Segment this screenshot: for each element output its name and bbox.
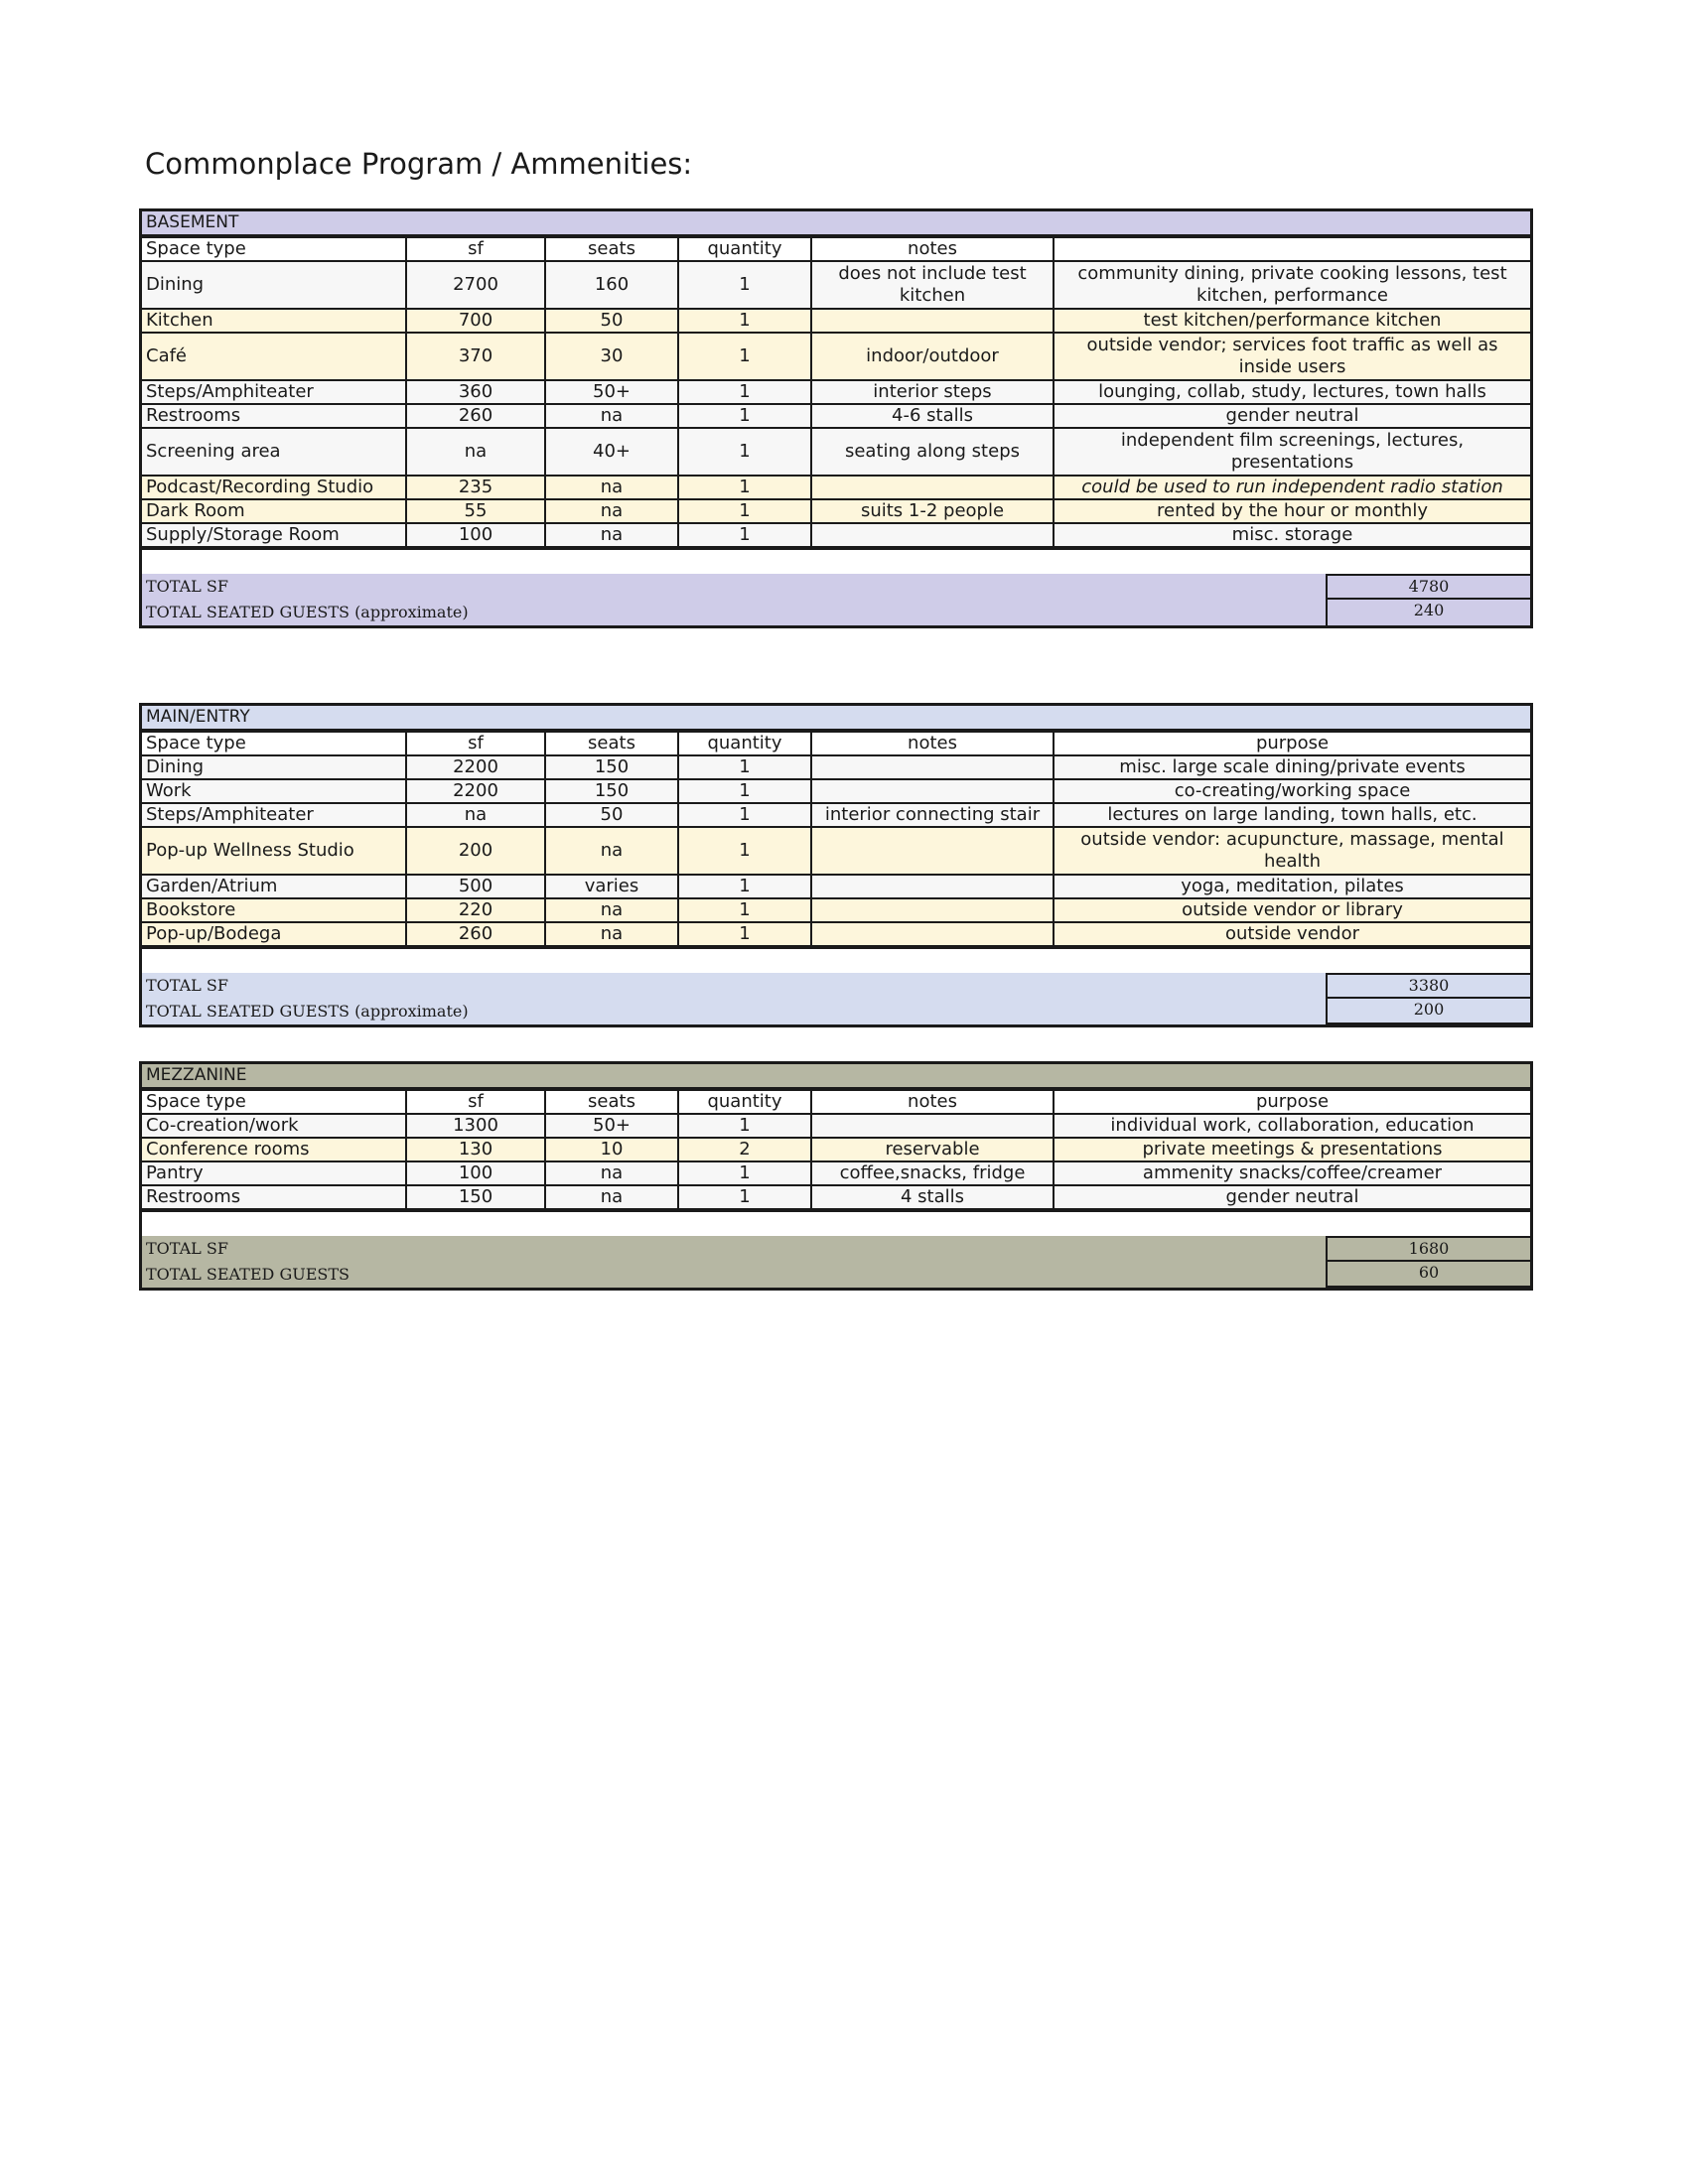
cell-quantity: 1	[678, 476, 811, 499]
cell-sf: 130	[406, 1138, 545, 1161]
cell-quantity: 1	[678, 755, 811, 779]
total-label: TOTAL SF	[146, 976, 228, 995]
total-label: TOTAL SEATED GUESTS	[146, 1265, 350, 1284]
cell-sf: 55	[406, 499, 545, 523]
cell-seats: 160	[545, 261, 678, 309]
cell-space-type: Restrooms	[142, 1185, 406, 1209]
cell-notes: indoor/outdoor	[811, 333, 1054, 380]
table-row	[142, 875, 1530, 898]
cell-space-type: Pantry	[142, 1161, 406, 1185]
section-title: BASEMENT	[142, 211, 1530, 236]
column-header-seats: seats	[545, 732, 678, 755]
total-value: 1680	[1326, 1236, 1530, 1262]
cell-notes	[811, 523, 1054, 547]
section-main-entry	[139, 703, 1533, 1027]
cell-notes: suits 1-2 people	[811, 499, 1054, 523]
totals-block	[142, 574, 1530, 625]
cell-space-type: Garden/Atrium	[142, 875, 406, 898]
table-row	[142, 333, 1530, 380]
column-header-space-type: Space type	[142, 732, 406, 755]
cell-sf: 100	[406, 523, 545, 547]
cell-quantity: 1	[678, 779, 811, 803]
table-spacer	[142, 947, 1530, 973]
cell-seats: 40+	[545, 428, 678, 476]
total-sf-row	[142, 574, 1530, 600]
cell-space-type: Steps/Amphiteater	[142, 803, 406, 827]
column-header-quantity: quantity	[678, 237, 811, 261]
section-basement	[139, 208, 1533, 628]
table-header-row	[142, 732, 1530, 755]
column-header-notes: notes	[811, 1090, 1054, 1114]
total-value: 3380	[1326, 973, 1530, 999]
cell-purpose: lounging, collab, study, lectures, town halls	[1054, 380, 1530, 404]
column-header-seats: seats	[545, 1090, 678, 1114]
cell-notes: 4-6 stalls	[811, 404, 1054, 428]
cell-quantity: 1	[678, 404, 811, 428]
cell-seats: na	[545, 523, 678, 547]
cell-purpose: outside vendor; services foot traffic as well as inside users	[1054, 333, 1530, 380]
cell-notes	[811, 779, 1054, 803]
cell-notes: interior steps	[811, 380, 1054, 404]
cell-quantity: 1	[678, 261, 811, 309]
cell-seats: 50	[545, 803, 678, 827]
cell-sf: 500	[406, 875, 545, 898]
cell-quantity: 1	[678, 803, 811, 827]
cell-quantity: 1	[678, 875, 811, 898]
table-row	[142, 1138, 1530, 1161]
table-row	[142, 1161, 1530, 1185]
cell-sf: 2200	[406, 755, 545, 779]
cell-quantity: 1	[678, 428, 811, 476]
cell-quantity: 1	[678, 380, 811, 404]
cell-purpose: private meetings & presentations	[1054, 1138, 1530, 1161]
page-title: Commonplace Program / Ammenities:	[145, 147, 693, 181]
table-row	[142, 428, 1530, 476]
cell-notes	[811, 755, 1054, 779]
cell-purpose: test kitchen/performance kitchen	[1054, 309, 1530, 333]
table-row	[142, 827, 1530, 875]
cell-space-type: Co-creation/work	[142, 1114, 406, 1138]
total-seated-row	[142, 999, 1530, 1024]
cell-seats: 150	[545, 779, 678, 803]
column-header-space-type: Space type	[142, 1090, 406, 1114]
cell-space-type: Restrooms	[142, 404, 406, 428]
cell-seats: na	[545, 922, 678, 946]
cell-notes: interior connecting stair	[811, 803, 1054, 827]
cell-seats: 10	[545, 1138, 678, 1161]
table-row	[142, 1185, 1530, 1209]
cell-notes	[811, 1114, 1054, 1138]
column-header-seats: seats	[545, 237, 678, 261]
cell-notes: does not include test kitchen	[811, 261, 1054, 309]
cell-purpose: misc. large scale dining/private events	[1054, 755, 1530, 779]
cell-sf: 2200	[406, 779, 545, 803]
cell-notes	[811, 309, 1054, 333]
cell-sf: 220	[406, 898, 545, 922]
cell-space-type: Café	[142, 333, 406, 380]
cell-notes: coffee,snacks, fridge	[811, 1161, 1054, 1185]
cell-purpose: individual work, collaboration, education	[1054, 1114, 1530, 1138]
cell-space-type: Supply/Storage Room	[142, 523, 406, 547]
cell-purpose: lectures on large landing, town halls, etc.	[1054, 803, 1530, 827]
table-row	[142, 1114, 1530, 1138]
cell-sf: 260	[406, 922, 545, 946]
cell-purpose: community dining, private cooking lessons, test kitchen, performance	[1054, 261, 1530, 309]
table-row	[142, 380, 1530, 404]
cell-sf: na	[406, 803, 545, 827]
section-title: MEZZANINE	[142, 1064, 1530, 1089]
cell-seats: na	[545, 1161, 678, 1185]
table-row	[142, 261, 1530, 309]
cell-quantity: 1	[678, 1161, 811, 1185]
cell-seats: na	[545, 404, 678, 428]
cell-seats: na	[545, 1185, 678, 1209]
cell-seats: 50	[545, 309, 678, 333]
table-row	[142, 476, 1530, 499]
cell-purpose: outside vendor	[1054, 922, 1530, 946]
table-row	[142, 755, 1530, 779]
cell-space-type: Work	[142, 779, 406, 803]
total-sf-row	[142, 973, 1530, 999]
cell-purpose: gender neutral	[1054, 1185, 1530, 1209]
cell-quantity: 1	[678, 1114, 811, 1138]
cell-purpose: outside vendor: acupuncture, massage, mental health	[1054, 827, 1530, 875]
cell-notes: reservable	[811, 1138, 1054, 1161]
cell-seats: 30	[545, 333, 678, 380]
cell-seats: 50+	[545, 380, 678, 404]
column-header-sf: sf	[406, 237, 545, 261]
cell-notes	[811, 922, 1054, 946]
cell-notes: seating along steps	[811, 428, 1054, 476]
total-value: 4780	[1326, 574, 1530, 600]
cell-space-type: Dark Room	[142, 499, 406, 523]
cell-purpose: gender neutral	[1054, 404, 1530, 428]
column-header-sf: sf	[406, 732, 545, 755]
total-seated-row	[142, 1262, 1530, 1288]
total-sf-row	[142, 1236, 1530, 1262]
cell-notes	[811, 875, 1054, 898]
total-label: TOTAL SF	[146, 1239, 228, 1258]
total-value: 240	[1326, 600, 1530, 625]
table-row	[142, 309, 1530, 333]
cell-sf: 700	[406, 309, 545, 333]
total-label: TOTAL SF	[146, 577, 228, 596]
column-header-purpose: purpose	[1054, 732, 1530, 755]
cell-quantity: 1	[678, 333, 811, 380]
table-row	[142, 803, 1530, 827]
cell-purpose: rented by the hour or monthly	[1054, 499, 1530, 523]
cell-notes	[811, 827, 1054, 875]
total-value: 60	[1326, 1262, 1530, 1288]
cell-sf: 370	[406, 333, 545, 380]
cell-space-type: Pop-up/Bodega	[142, 922, 406, 946]
cell-purpose: co-creating/working space	[1054, 779, 1530, 803]
total-label: TOTAL SEATED GUESTS (approximate)	[146, 1002, 469, 1021]
cell-space-type: Conference rooms	[142, 1138, 406, 1161]
table-row	[142, 779, 1530, 803]
cell-sf: 360	[406, 380, 545, 404]
cell-space-type: Screening area	[142, 428, 406, 476]
cell-notes	[811, 476, 1054, 499]
program-table	[142, 731, 1530, 947]
cell-quantity: 1	[678, 827, 811, 875]
table-row	[142, 898, 1530, 922]
cell-purpose: ammenity snacks/coffee/creamer	[1054, 1161, 1530, 1185]
cell-seats: na	[545, 898, 678, 922]
total-label: TOTAL SEATED GUESTS (approximate)	[146, 603, 469, 621]
column-header-quantity: quantity	[678, 732, 811, 755]
total-seated-row	[142, 600, 1530, 625]
column-header-space-type: Space type	[142, 237, 406, 261]
total-value: 200	[1326, 999, 1530, 1024]
cell-sf: 100	[406, 1161, 545, 1185]
table-row	[142, 499, 1530, 523]
cell-space-type: Dining	[142, 755, 406, 779]
cell-quantity: 1	[678, 523, 811, 547]
cell-space-type: Podcast/Recording Studio	[142, 476, 406, 499]
cell-seats: 150	[545, 755, 678, 779]
cell-space-type: Pop-up Wellness Studio	[142, 827, 406, 875]
cell-seats: varies	[545, 875, 678, 898]
cell-sf: na	[406, 428, 545, 476]
cell-sf: 235	[406, 476, 545, 499]
program-table	[142, 236, 1530, 548]
cell-seats: na	[545, 827, 678, 875]
cell-quantity: 1	[678, 499, 811, 523]
column-header-sf: sf	[406, 1090, 545, 1114]
section-title: MAIN/ENTRY	[142, 706, 1530, 731]
cell-quantity: 2	[678, 1138, 811, 1161]
table-spacer	[142, 548, 1530, 574]
cell-purpose: misc. storage	[1054, 523, 1530, 547]
cell-space-type: Steps/Amphiteater	[142, 380, 406, 404]
table-row	[142, 922, 1530, 946]
column-header-quantity: quantity	[678, 1090, 811, 1114]
cell-purpose: independent film screenings, lectures, presentations	[1054, 428, 1530, 476]
cell-space-type: Kitchen	[142, 309, 406, 333]
column-header-purpose: purpose	[1054, 1090, 1530, 1114]
cell-sf: 260	[406, 404, 545, 428]
cell-sf: 1300	[406, 1114, 545, 1138]
cell-sf: 200	[406, 827, 545, 875]
table-spacer	[142, 1210, 1530, 1236]
table-row	[142, 404, 1530, 428]
cell-quantity: 1	[678, 309, 811, 333]
cell-seats: na	[545, 476, 678, 499]
cell-sf: 2700	[406, 261, 545, 309]
cell-purpose: could be used to run independent radio station	[1054, 476, 1530, 499]
program-table	[142, 1089, 1530, 1210]
cell-quantity: 1	[678, 1185, 811, 1209]
cell-notes: 4 stalls	[811, 1185, 1054, 1209]
totals-block	[142, 1236, 1530, 1288]
cell-quantity: 1	[678, 922, 811, 946]
section-mezzanine	[139, 1061, 1533, 1291]
column-header-purpose	[1054, 237, 1530, 261]
cell-seats: na	[545, 499, 678, 523]
table-header-row	[142, 237, 1530, 261]
column-header-notes: notes	[811, 732, 1054, 755]
cell-space-type: Dining	[142, 261, 406, 309]
column-header-notes: notes	[811, 237, 1054, 261]
cell-purpose: yoga, meditation, pilates	[1054, 875, 1530, 898]
cell-sf: 150	[406, 1185, 545, 1209]
cell-notes	[811, 898, 1054, 922]
table-header-row	[142, 1090, 1530, 1114]
cell-quantity: 1	[678, 898, 811, 922]
table-row	[142, 523, 1530, 547]
totals-block	[142, 973, 1530, 1024]
cell-seats: 50+	[545, 1114, 678, 1138]
cell-purpose: outside vendor or library	[1054, 898, 1530, 922]
cell-space-type: Bookstore	[142, 898, 406, 922]
